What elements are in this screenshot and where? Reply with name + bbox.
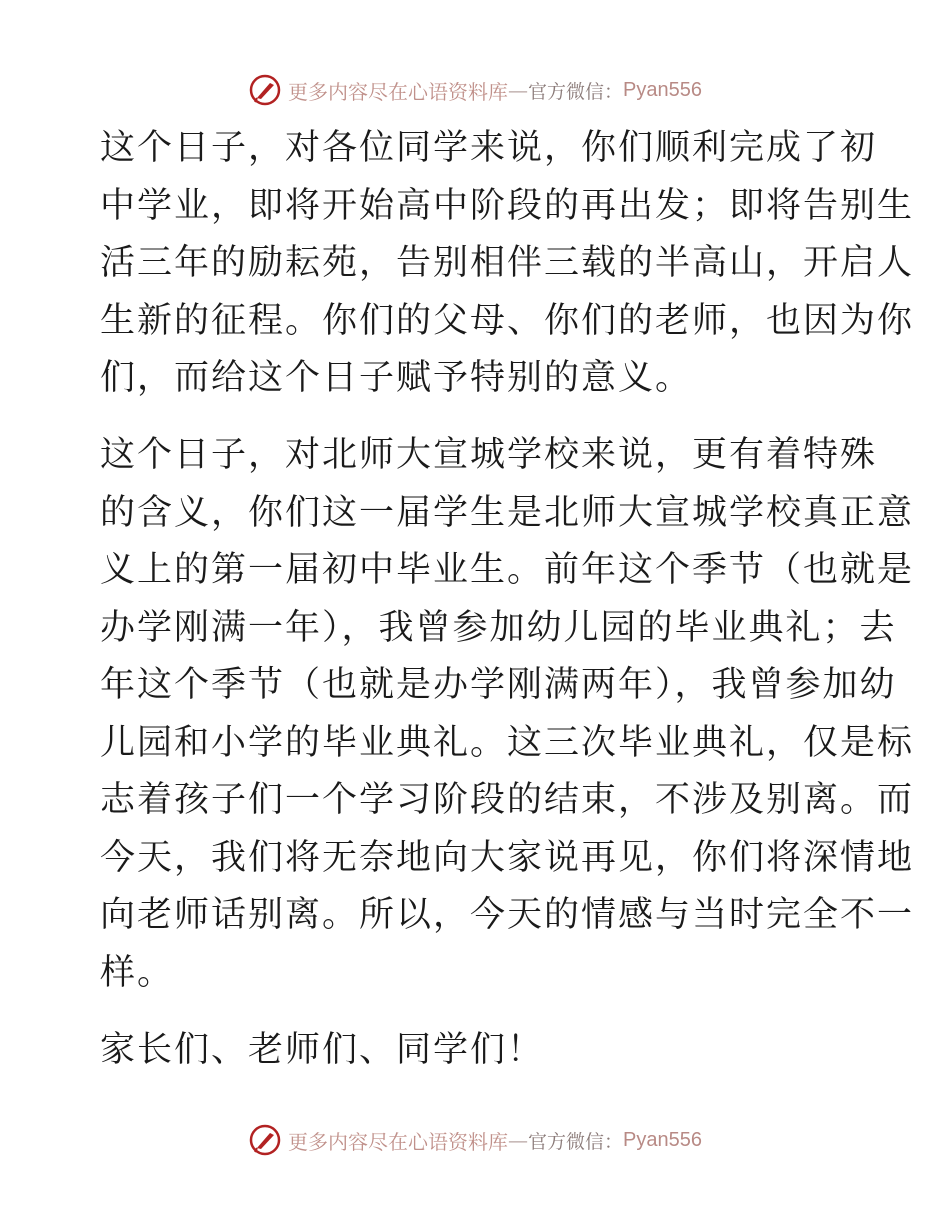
text-line: 办学刚满一年），我曾参加幼儿园的毕业典礼；去 [100, 607, 897, 648]
text-line: 活三年的励耘苑，告别相伴三载的半高山，开启人 [100, 243, 915, 283]
text-line: 这个日子，对北师大宣城学校来说，更有着特殊 [100, 435, 878, 475]
paragraph-1 [100, 120, 914, 408]
text-line: 义上的第一届初中毕业生。前年这个季节（也就是 [100, 550, 915, 590]
watermark-wechat-id: Pyan556 [623, 78, 702, 101]
text-line: 家长们、老师们、同学们！ [100, 1030, 545, 1070]
header-watermark-banner [0, 70, 950, 110]
text-line: 儿园和小学的毕业典礼。这三次毕业典礼，仅是标 [100, 722, 915, 763]
text-line: 生新的征程。你们的父母、你们的老师，也因为你 [100, 300, 915, 341]
watermark-content [248, 73, 702, 107]
footer-watermark-banner [0, 1120, 950, 1160]
quill-pen-logo-icon [248, 1123, 282, 1157]
text-line: 中学业，即将开始高中阶段的再出发；即将告别生 [100, 185, 915, 226]
text-line: 这个日子，对各位同学来说，你们顺利完成了初 [100, 128, 878, 168]
text-line: 年这个季节（也就是办学刚满两年），我曾参加幼 [100, 665, 897, 705]
text-line: 向老师话别离。所以，今天的情感与当时完全不一 [100, 895, 915, 935]
watermark-text: 更多内容尽在心语资料库 [288, 79, 508, 104]
watermark-wechat-label: 官方微信： [528, 1130, 624, 1153]
watermark-wechat-label: 官方微信： [528, 80, 624, 103]
watermark-text: 更多内容尽在心语资料库 [288, 1129, 508, 1154]
watermark-dash: — [508, 1128, 528, 1152]
text-line: 们，而给这个日子赋予特别的意义。 [100, 358, 693, 398]
watermark-dash: — [508, 78, 528, 102]
text-line: 志着孩子们一个学习阶段的结束，不涉及别离。而 [100, 780, 915, 820]
quill-pen-logo-icon [248, 73, 282, 107]
paragraph-3 [100, 1022, 544, 1080]
watermark-content [248, 1123, 702, 1157]
text-line: 的含义，你们这一届学生是北师大宣城学校真正意 [100, 492, 915, 533]
paragraph-2 [100, 427, 914, 1002]
text-line: 今天，我们将无奈地向大家说再见，你们将深情地 [100, 837, 915, 878]
text-line: 样。 [100, 952, 175, 993]
watermark-wechat-id: Pyan556 [623, 1128, 702, 1151]
